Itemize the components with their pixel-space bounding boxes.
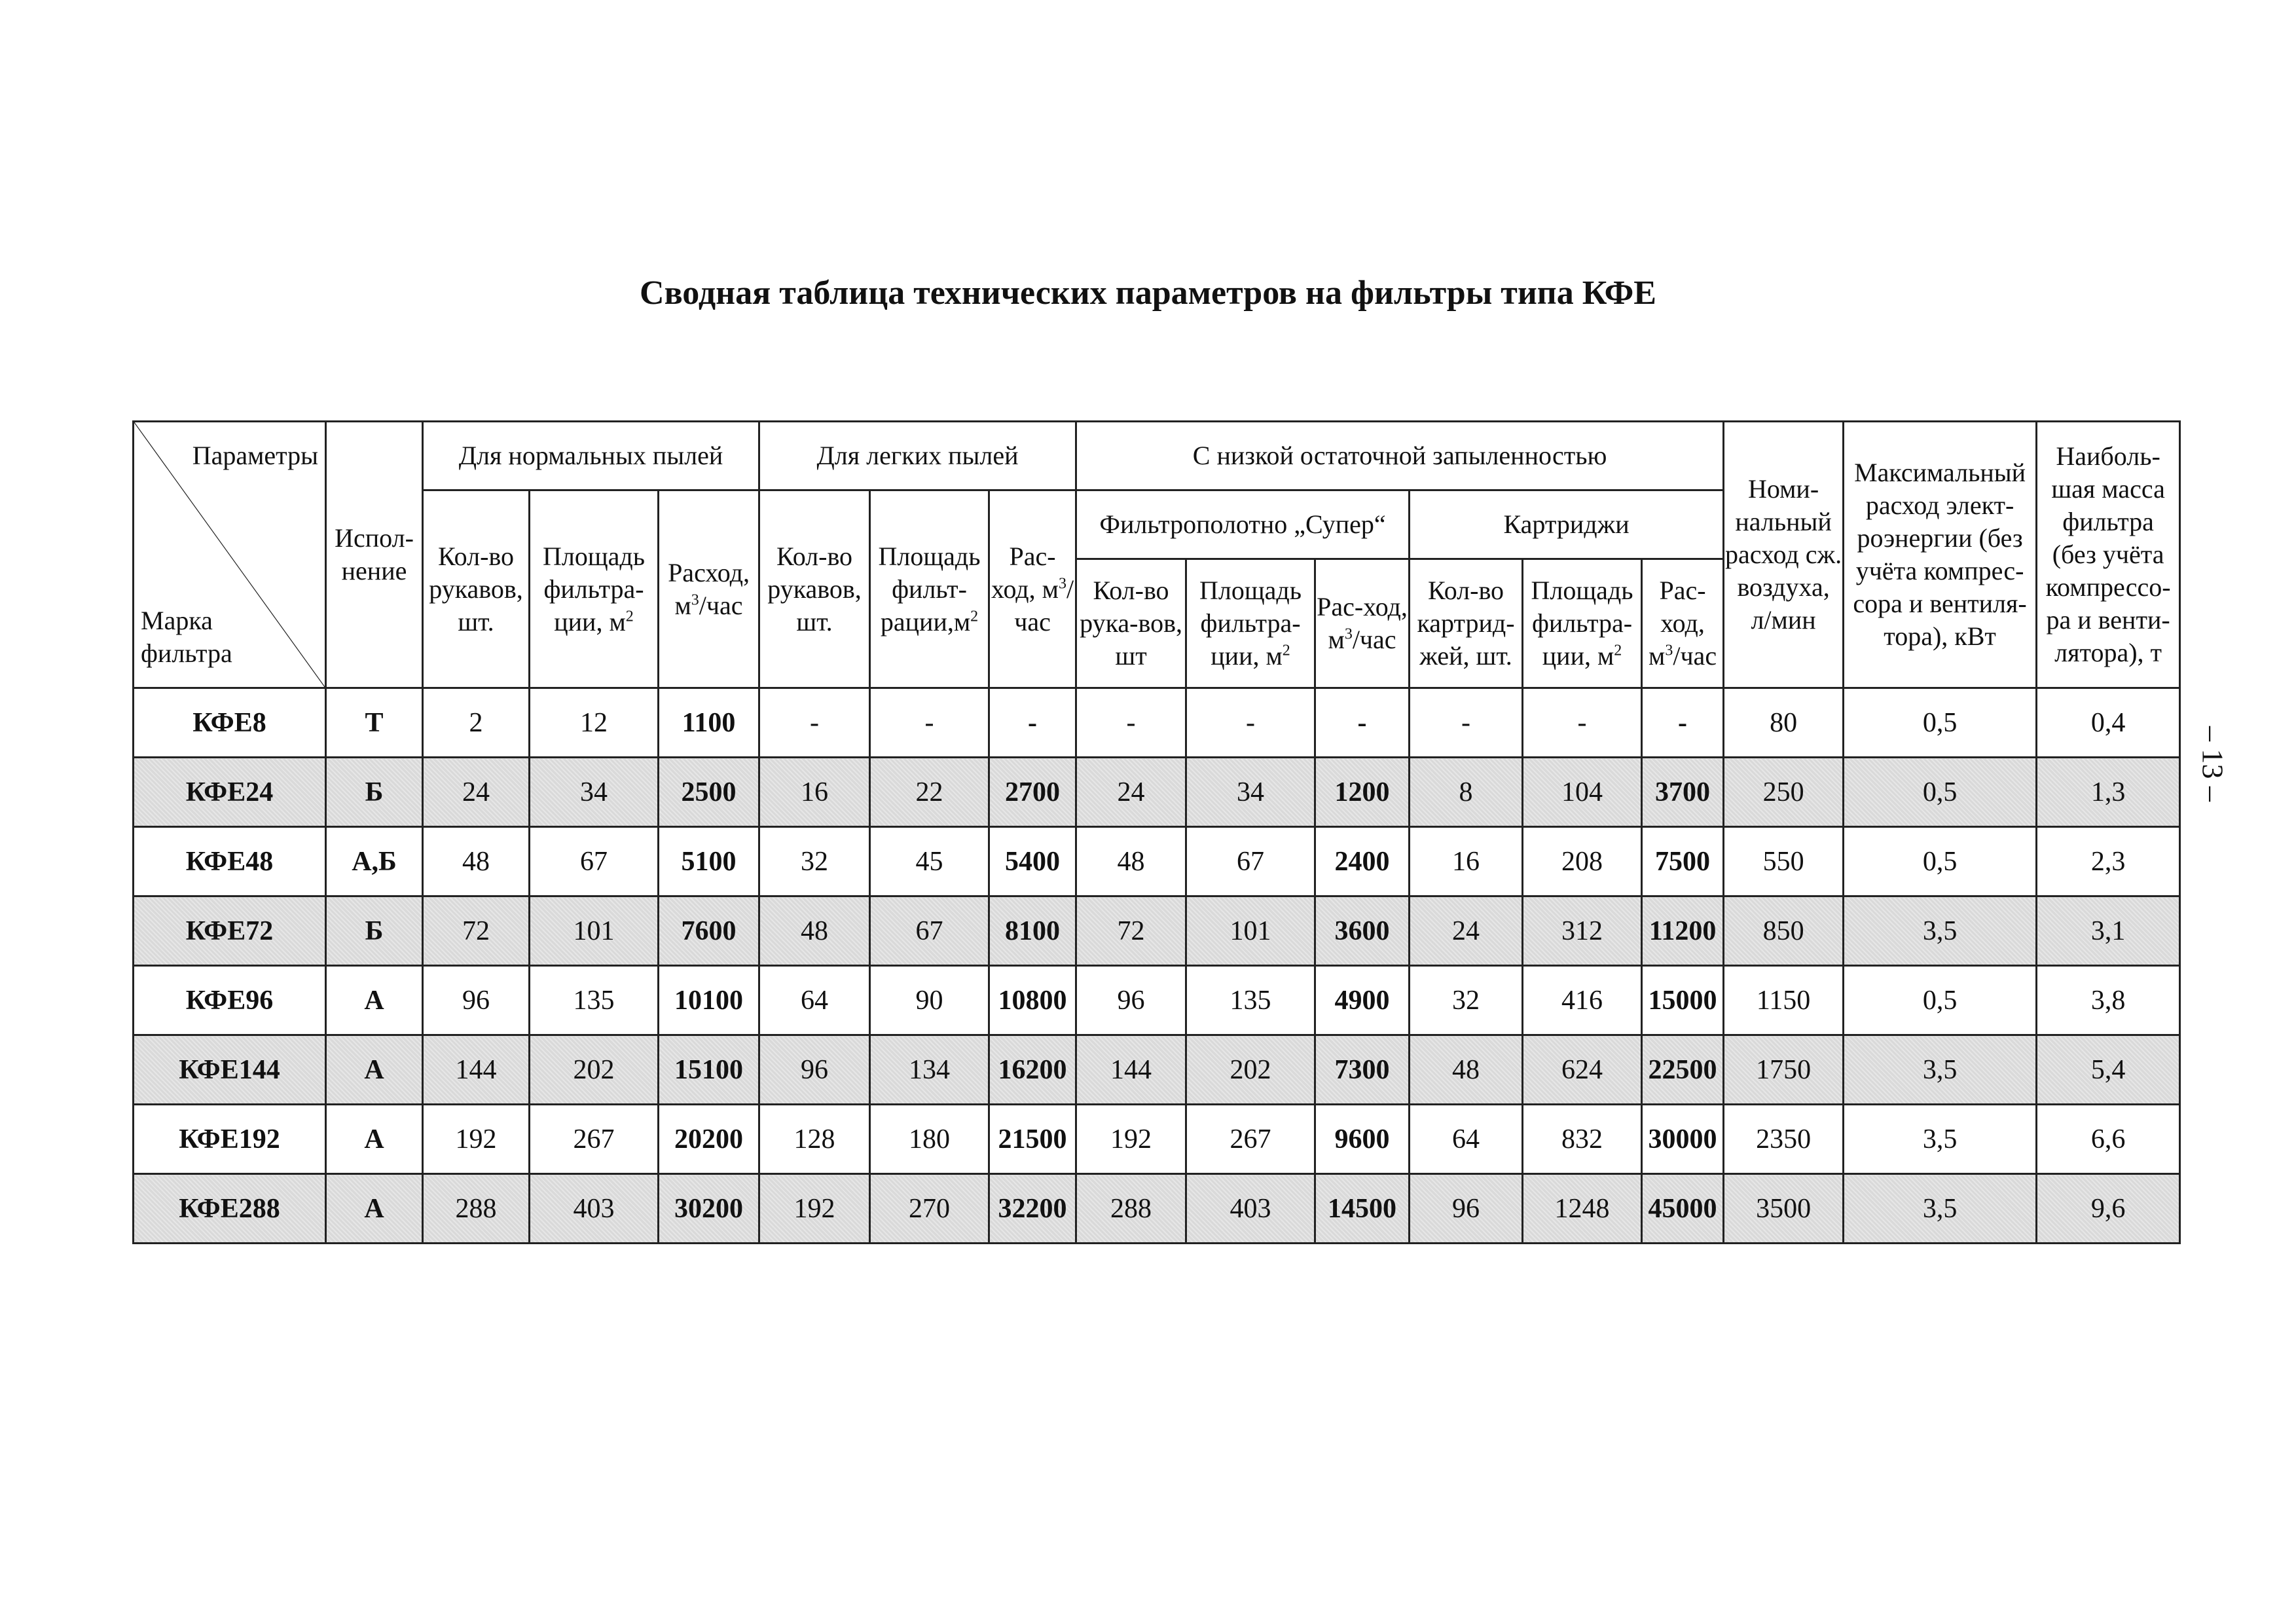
table-row: КФЕ192 А 192 267 20200 128 180 21500 192 267 9600 64 832 30000 2350 3,5 6,6 [134,1105,2180,1174]
header-normal-flow: Расход, $м^3$/час [659,490,759,688]
cell-brand: КФЕ192 [134,1105,326,1174]
header-super-count: Кол-во рука-вов, шт [1076,559,1186,688]
header-max-mass: Наиболь-шая масса фильтра (без учёта компрессо-ра и венти-лятора), т [2037,422,2180,688]
header-filter-brand: Марка фильтра [141,606,232,668]
header-cart-flow: Рас-ход, $м^3$/час [1642,559,1724,688]
cell-brand: КФЕ288 [134,1174,326,1244]
table-row: КФЕ48 А,Б 48 67 5100 32 45 5400 48 67 2400 16 208 7500 550 0,5 2,3 [134,827,2180,896]
table-row: КФЕ8 Т 2 12 1100 - - - - - - - - - 80 0,5 0,4 [134,688,2180,758]
cell-brand: КФЕ144 [134,1035,326,1105]
table-row: КФЕ24 Б 24 34 2500 16 22 2700 24 34 1200 8 104 3700 250 0,5 1,3 [134,758,2180,827]
header-execution: Испол-нение [326,422,423,688]
header-parameters: Параметры [192,441,318,470]
header-light-flow: Рас-ход, $м^3$/час [989,490,1076,688]
header-sub-super: Фильтрополотно „Супер“ [1076,490,1410,559]
header-super-flow: Рас-ход, $м^3$/час [1315,559,1410,688]
page-title: Сводная таблица технических параметров на фильтры типа КФЕ [640,274,1656,312]
header-normal-count: Кол-во рукавов, шт. [423,490,530,688]
header-diagonal-cell [134,422,326,688]
header-light-count: Кол-во рукавов, шт. [759,490,870,688]
header-group-light: Для легких пылей [759,422,1076,490]
header-max-power: Максимальный расход элект-роэнергии (без учёта компрес-сора и вентиля-тора), кВт [1844,422,2037,688]
header-group-normal: Для нормальных пылей [423,422,759,490]
cell-brand: КФЕ48 [134,827,326,896]
header-light-area: Площадь фильт-$рации,м^2$ [870,490,989,688]
spec-table [132,420,2181,1244]
cell-brand: КФЕ8 [134,688,326,758]
header-cart-count: Кол-во картрид-жей, шт. [1410,559,1523,688]
table-row: КФЕ288 А 288 403 30200 192 270 32200 288 403 14500 96 1248 45000 3500 3,5 9,6 [134,1174,2180,1244]
header-sub-cartridges: Картриджи [1410,490,1724,559]
cell-brand: КФЕ24 [134,758,326,827]
cell-brand: КФЕ96 [134,966,326,1035]
header-group-low-residual: С низкой остаточной запыленностью [1076,422,1724,490]
table-row: КФЕ144 А 144 202 15100 96 134 16200 144 202 7300 48 624 22500 1750 3,5 5,4 [134,1035,2180,1105]
table-row: КФЕ72 Б 72 101 7600 48 67 8100 72 101 3600 24 312 11200 850 3,5 3,1 [134,896,2180,966]
header-nominal-air: Номи-нальный расход сж. воздуха, л/мин [1724,422,1844,688]
header-cart-area: Площадь фильтра-ции, $м^2$ [1523,559,1642,688]
header-super-area: Площадь фильтра-ции, $м^2$ [1186,559,1315,688]
page-number: – 13 – [2196,726,2230,802]
table-row: КФЕ96 А 96 135 10100 64 90 10800 96 135 4900 32 416 15000 1150 0,5 3,8 [134,966,2180,1035]
cell-brand: КФЕ72 [134,896,326,966]
header-normal-area: Площадь фильтра-ции, $м^2$ [530,490,659,688]
